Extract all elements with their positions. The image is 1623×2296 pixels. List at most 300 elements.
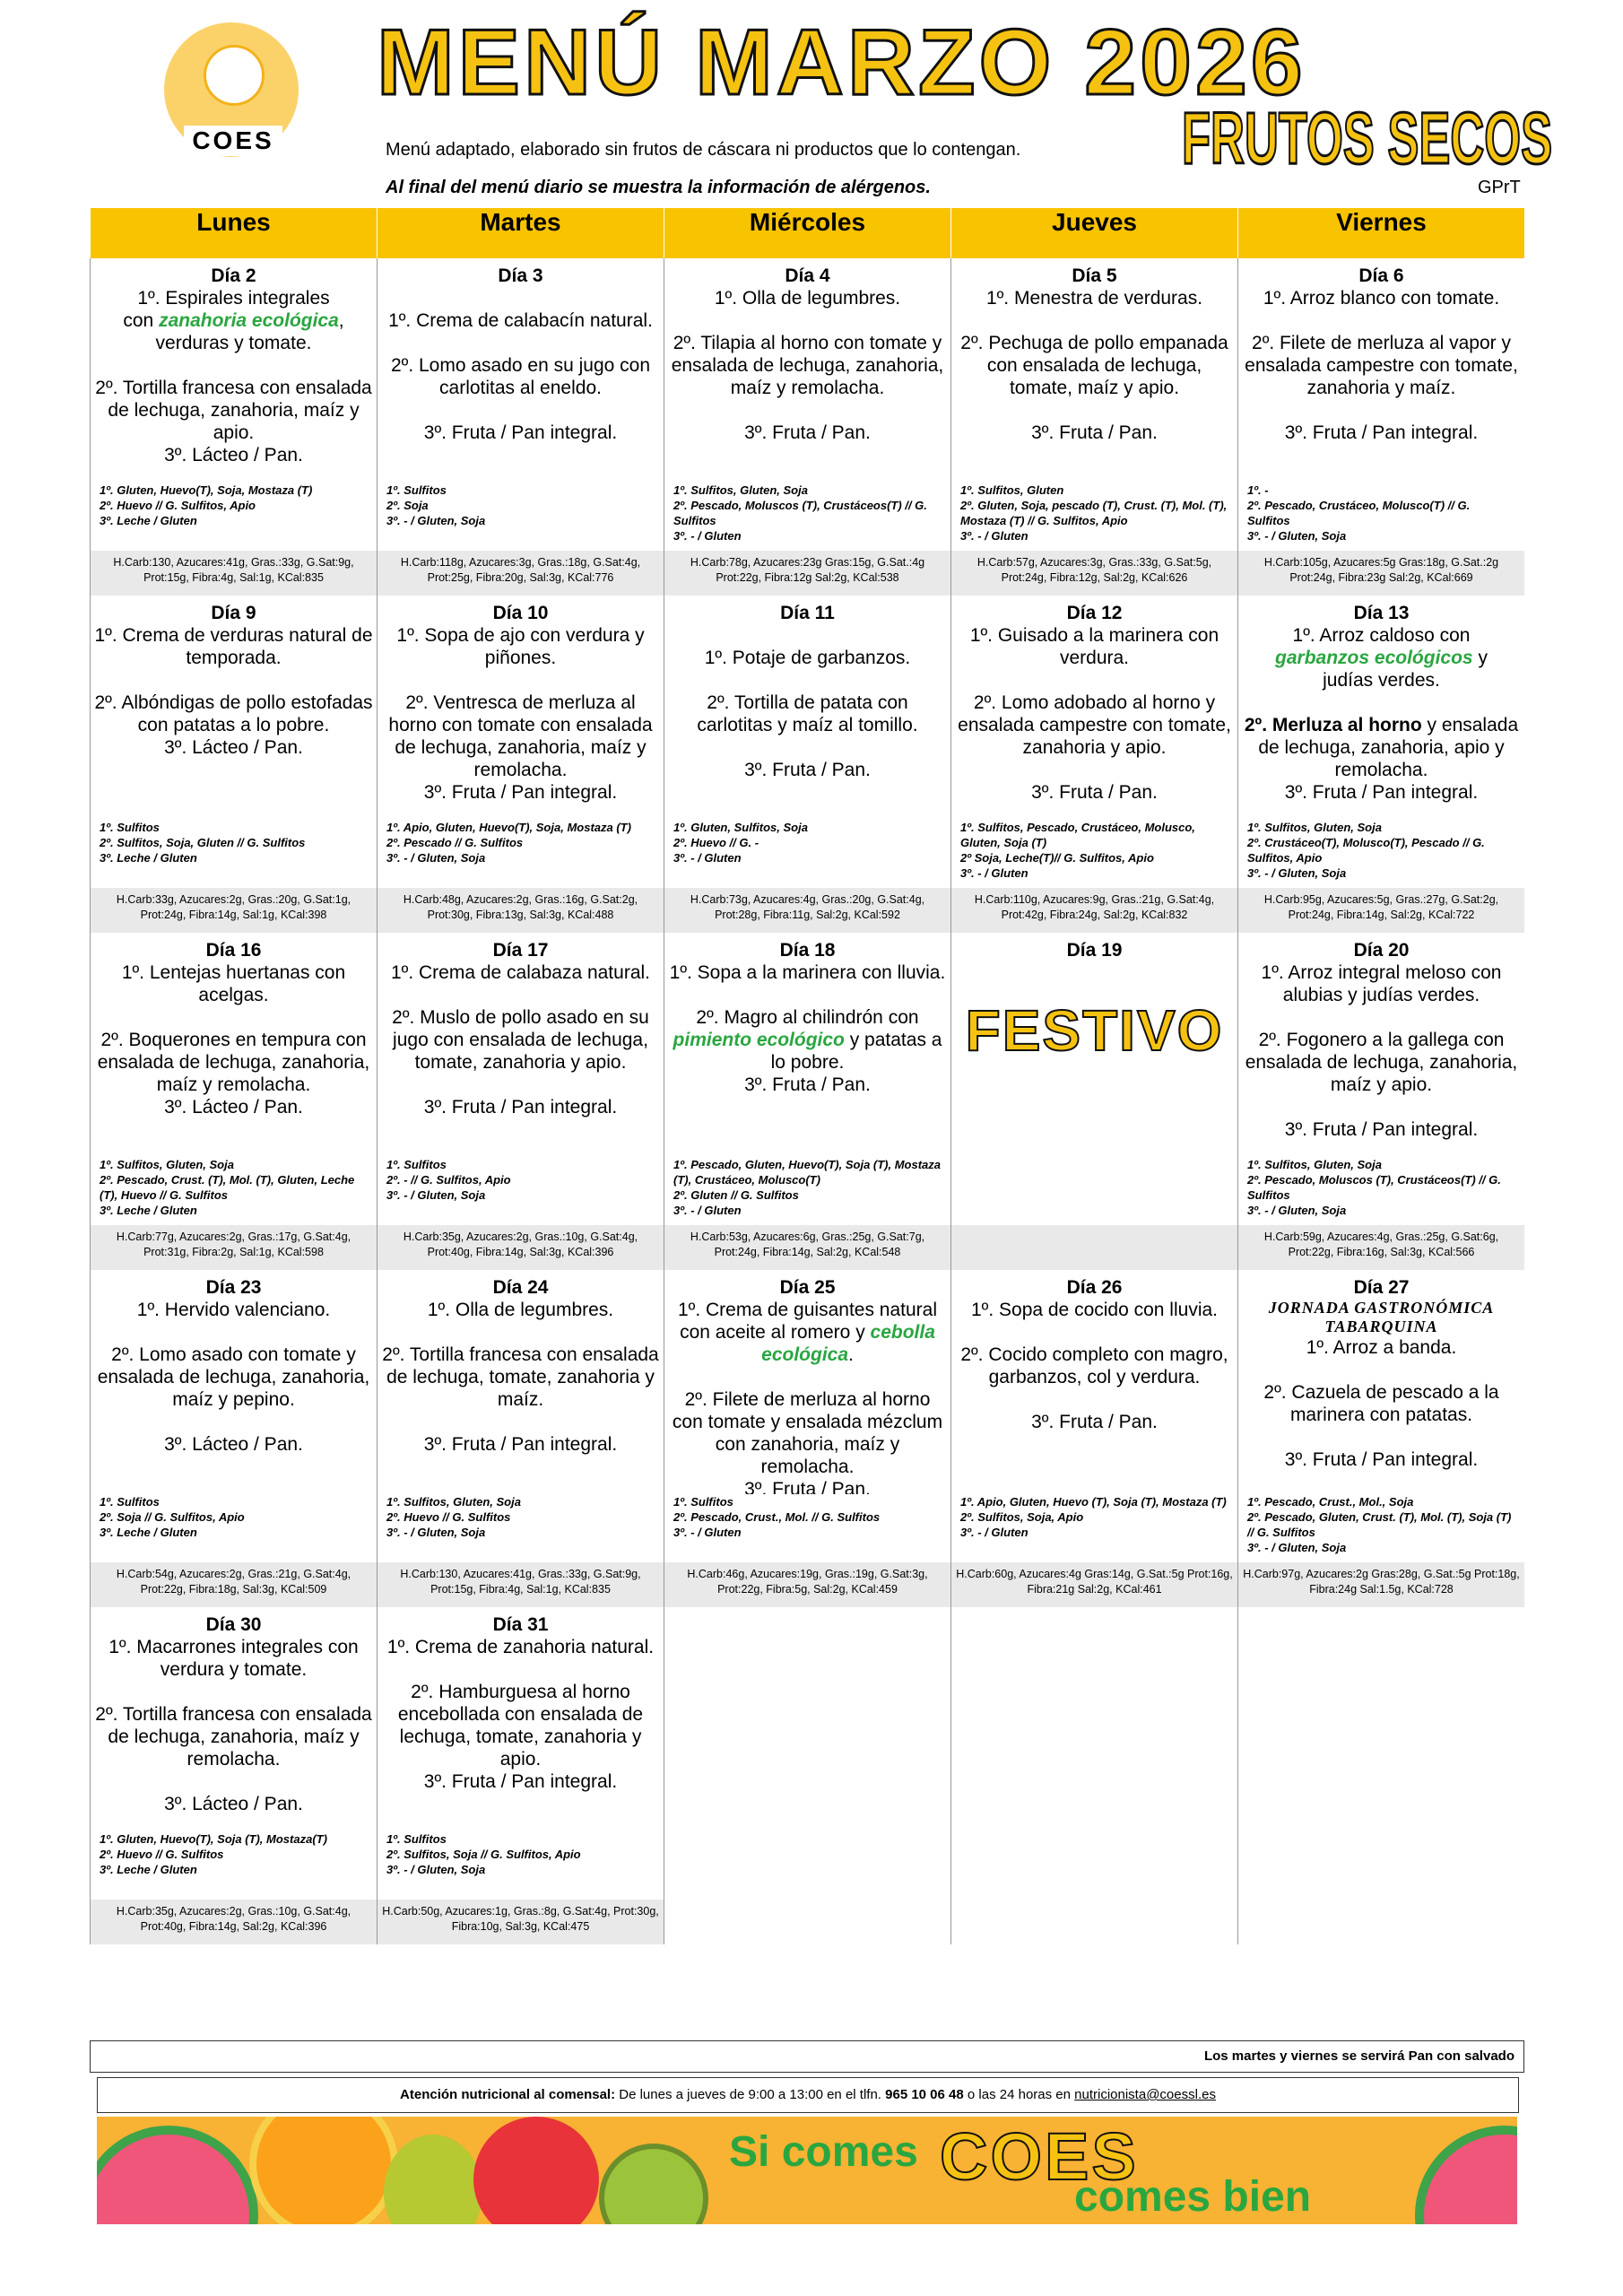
dish-text: 2º. Tortilla francesa con ensalada de lechuga, zanahoria, maíz y apio. [95, 378, 372, 443]
dish-text: 3º. Fruta / Pan. [744, 1074, 871, 1095]
banner-comes-bien: comes bien [1074, 2173, 1312, 2221]
dish-line [94, 736, 373, 759]
dish-text: 3º. Fruta / Pan integral. [423, 1434, 618, 1455]
kiwi-icon [599, 2144, 708, 2224]
spacer [381, 1074, 660, 1096]
dish-text: 2º. Filete de merluza al vapor y ensalada campestre con tomate, zanahoria y maíz. [1245, 333, 1518, 398]
day-cell [1237, 1270, 1524, 1607]
allergen-line: 2º. - // G. Sulfitos, Apio [386, 1173, 511, 1187]
allergen-line: 3º. - / Gluten, Soja [386, 1863, 486, 1876]
dish-line [668, 332, 947, 399]
day-label: Día 25 [779, 1277, 836, 1298]
day-label: Día 16 [205, 940, 262, 961]
allergen-line: 3º. - / Gluten [960, 529, 1028, 543]
dish-text: 1º. Espirales integrales [137, 288, 330, 309]
allergen-line: 3º. - / Gluten, Soja [1247, 529, 1347, 543]
spacer [955, 1321, 1234, 1344]
nutrition-info: H.Carb:48g, Azucares:2g, Gras.:16g, G.Sat:2g, Prot:30g, Fibra:13g, Sal:3g, KCal:488 [378, 888, 664, 933]
allergen-info [1238, 1494, 1524, 1562]
empty-cell [1237, 1607, 1524, 1944]
dish-text: 1º. Arroz caldoso con [1292, 625, 1471, 646]
day-cell [950, 258, 1237, 596]
header-lunes: Lunes [90, 208, 377, 258]
dish-text: 1º. Arroz blanco con tomate. [1263, 288, 1500, 309]
dish-line [1242, 961, 1521, 1006]
nutrition-info: H.Carb:60g, Azucares:4g Gras:14g, G.Sat.:5g Prot:16g, Fibra:21g Sal:2g, KCal:461 [951, 1562, 1237, 1607]
spacer [1242, 1426, 1521, 1448]
day-cell [377, 1270, 664, 1607]
allergen-info [951, 1157, 1237, 1225]
dish-list [1238, 1299, 1524, 1494]
allergen-line: 1º. Sulfitos, Gluten [960, 483, 1064, 497]
dish-line [668, 691, 947, 736]
dish-line [94, 332, 373, 354]
email-link[interactable]: nutricionista@coessl.es [1074, 2087, 1216, 2102]
dish-list [91, 624, 377, 820]
adapted-note: Menú adaptado, elaborado sin frutos de cáscara ni productos que lo contengan. [386, 140, 1021, 160]
spacer [381, 984, 660, 1006]
dish-text: y patatas a lo pobre. [770, 1030, 942, 1073]
dish-line [955, 1299, 1234, 1321]
dish-line [1242, 781, 1521, 804]
day-label: Día 23 [205, 1277, 262, 1298]
allergen-line: 2º. Gluten // G. Sulfitos [673, 1188, 799, 1202]
day-cell [90, 1270, 377, 1607]
allergen-info [378, 1494, 664, 1562]
dish-line [1242, 647, 1521, 669]
dish-text: 3º. Fruta / Pan integral. [1284, 1119, 1479, 1140]
dish-text: y [1472, 648, 1488, 668]
spacer [94, 669, 373, 691]
dish-list [951, 624, 1237, 820]
spacer [955, 1388, 1234, 1411]
day-label: Día 9 [211, 603, 256, 623]
event-label: JORNADA GASTRONÓMICA TABARQUINA [1268, 1299, 1495, 1335]
day-label: Día 4 [785, 265, 830, 286]
allergen-line: 3º. Leche / Gluten [100, 1526, 197, 1539]
dish-list [378, 287, 664, 483]
nutrition-info: H.Carb:33g, Azucares:2g, Gras.:20g, G.Sat:1g, Prot:24g, Fibra:14g, Sal:1g, KCal:398 [91, 888, 377, 933]
spacer [381, 399, 660, 422]
dish-line [1242, 1118, 1521, 1141]
day-label: Día 10 [492, 603, 549, 623]
dish-text: 3º. Fruta / Pan integral. [1284, 782, 1479, 803]
banner-coes: COES [940, 2119, 1139, 2194]
nutrition-info: H.Carb:54g, Azucares:2g, Gras.:21g, G.Sat:4g, Prot:22g, Fibra:18g, Sal:3g, KCal:509 [91, 1562, 377, 1607]
dish-line [381, 961, 660, 984]
dish-text: 2º. Boquerones en tempura con ensalada de lechuga, zanahoria, maíz y remolacha. [97, 1030, 370, 1095]
dish-line [668, 1006, 947, 1074]
menu-code: GPrT [1478, 178, 1521, 197]
eco-ingredient: zanahoria ecológica [159, 310, 339, 331]
dish-text: 2º. Filete de merluza al horno con tomate y ensalada mézclum con zanahoria, maíz y remolacha. [672, 1389, 943, 1477]
spacer [94, 1411, 373, 1433]
spacer [381, 1321, 660, 1344]
spacer [1242, 1096, 1521, 1118]
dish-line [668, 1478, 947, 1494]
allergen-line: 1º. Sulfitos, Gluten, Soja [1247, 1158, 1382, 1171]
nutrition-info: H.Carb:50g, Azucares:1g, Gras.:8g, G.Sat:4g, Prot:30g, Fibra:10g, Sal:3g, KCal:475 [378, 1900, 664, 1944]
dish-line [381, 781, 660, 804]
allergen-line: 1º. Sulfitos [386, 1158, 447, 1171]
dish-list [91, 1299, 377, 1494]
nutrition-info: H.Carb:53g, Azucares:6g, Gras.:25g, G.Sat:7g, Prot:24g, Fibra:14g, Sal:2g, KCal:548 [664, 1225, 950, 1270]
dish-text: 1º. Sopa de ajo con verdura y piñones. [396, 625, 645, 668]
spacer [94, 1770, 373, 1793]
allergen-line: 3º. - / Gluten [960, 866, 1028, 880]
spacer [955, 309, 1234, 332]
allergen-info [1238, 1157, 1524, 1225]
dish-text: 2º. Ventresca de merluza al horno con tomate con ensalada de lechuga, zanahoria, maíz y remolacha. [388, 692, 653, 780]
allergen-line: 1º. - [1247, 483, 1269, 497]
dish-text: 2º. Hamburguesa al horno encebollada con ensalada de lechuga, tomate, zanahoria y apio. [397, 1682, 644, 1770]
spacer [1242, 309, 1521, 332]
dish-line [955, 1344, 1234, 1388]
attention-box [97, 2077, 1519, 2113]
spacer [668, 736, 947, 759]
watermelon-right-icon [1415, 2126, 1517, 2224]
watermelon-icon [97, 2126, 258, 2224]
nutrition-info: H.Carb:97g, Azucares:2g Gras:28g, G.Sat.:5g Prot:18g, Fibra:24g Sal:1.5g, KCal:728 [1238, 1562, 1524, 1607]
dish-line [381, 1636, 660, 1658]
day-cell [90, 596, 377, 933]
dish-text: 2º. Tortilla francesa con ensalada de lechuga, tomate, zanahoria y maíz. [382, 1344, 659, 1410]
day-cell [1237, 596, 1524, 933]
dish-line [668, 1074, 947, 1096]
dish-line [955, 691, 1234, 759]
dish-text: 3º. Fruta / Pan integral. [423, 782, 618, 803]
spacer [381, 669, 660, 691]
allergen-info [951, 483, 1237, 551]
day-cell [377, 933, 664, 1270]
dish-text: 3º. Fruta / Pan. [744, 1479, 871, 1494]
eco-ingredient: garbanzos ecológicos [1275, 648, 1473, 668]
allergen-line: 1º. Apio, Gluten, Huevo(T), Soja, Mostaza (T) [386, 821, 631, 834]
day-cell [90, 933, 377, 1270]
dish-text: 1º. Olla de legumbres. [714, 288, 901, 309]
spacer [1242, 399, 1521, 422]
dish-text: con [123, 310, 160, 331]
allergen-line: 2º. Pescado, Crustáceo, Molusco(T) // G. Sulfitos [1247, 499, 1471, 527]
allergen-line: 3º. - / Gluten [960, 1526, 1028, 1539]
allergen-info [378, 483, 664, 551]
dish-line [94, 1299, 373, 1321]
eco-ingredient: cebolla ecológica [761, 1322, 935, 1365]
dish-text: 3º. Lácteo / Pan. [164, 1434, 303, 1455]
dish-text: 1º. Sopa a la marinera con lluvia. [669, 962, 946, 983]
allergen-line: 3º. Leche / Gluten [100, 514, 197, 527]
allergen-line: 2º. Sulfitos, Soja, Apio [960, 1510, 1084, 1524]
dish-line [94, 1636, 373, 1681]
allergen-line: 2º. Gluten, Soja, pescado (T), Crust. (T), Mol. (T), Mostaza (T) // G. Sulfitos, Apio [960, 499, 1228, 527]
dish-text: 3º. Fruta / Pan integral. [423, 1771, 618, 1792]
dish-text: 3º. Lácteo / Pan. [164, 737, 303, 758]
holiday-label: FESTIVO [965, 998, 1224, 1063]
dish-list [91, 961, 377, 1157]
dish-line [94, 1703, 373, 1770]
page-title: MENÚ MARZO 2026 [377, 11, 1306, 115]
allergen-info [378, 1157, 664, 1225]
dish-list [91, 1636, 377, 1831]
dish-text: 3º. Fruta / Pan. [1031, 782, 1158, 803]
dish-text: 1º. Arroz a banda. [1306, 1337, 1457, 1358]
banner-si-comes: Si comes [729, 2128, 918, 2176]
dish-text: 1º. Olla de legumbres. [427, 1300, 614, 1320]
dish-list [664, 1299, 950, 1494]
nutrition-info [951, 1225, 1237, 1270]
nutrition-info: H.Carb:77g, Azucares:2g, Gras.:17g, G.Sat:4g, Prot:31g, Fibra:2g, Sal:1g, KCal:598 [91, 1225, 377, 1270]
dish-line [381, 1433, 660, 1456]
dish-line [381, 1344, 660, 1411]
allergen-info [1238, 483, 1524, 551]
allergen-line: 1º. Sulfitos, Gluten, Soja [386, 1495, 521, 1509]
dish-text: 2º. Muslo de pollo asado en su jugo con ensalada de lechuga, tomate, zanahoria y apio. [392, 1007, 649, 1073]
allergen-line: 1º. Pescado, Gluten, Huevo(T), Soja (T), Mostaza (T), Crustáceo, Molusco(T) [673, 1158, 942, 1187]
dish-line [668, 1299, 947, 1366]
allergen-line: 2º. Sulfitos, Soja, Gluten // G. Sulfitos [100, 836, 306, 849]
dish-list [951, 961, 1237, 1157]
allergen-line: 3º. - / Gluten [673, 851, 742, 865]
day-label: Día 12 [1066, 603, 1123, 623]
allergen-line: 3º. Leche / Gluten [100, 1204, 197, 1217]
dish-line [668, 647, 947, 669]
day-cell [377, 258, 664, 596]
day-cell [90, 258, 377, 596]
allergen-line: 3º. - / Gluten [673, 1526, 742, 1539]
spacer [955, 759, 1234, 781]
allergen-line: 1º. Sulfitos [386, 483, 447, 497]
day-label: Día 26 [1066, 1277, 1123, 1298]
dish-line [1242, 332, 1521, 399]
dish-line [94, 1433, 373, 1456]
nutrition-info: H.Carb:105g, Azucares:5g Gras:18g, G.Sat.:2g Prot:24g, Fibra:23g Sal:2g, KCal:669 [1238, 551, 1524, 596]
allergen-line: 2º. Soja [386, 499, 429, 512]
spacer [94, 1006, 373, 1029]
allergen-info [378, 820, 664, 888]
day-cell [664, 933, 950, 1270]
allergen-line: 3º. - / Gluten, Soja [386, 851, 486, 865]
dish-text: 1º. Menestra de verduras. [985, 288, 1203, 309]
dish-text: 1º. Potaje de garbanzos. [704, 648, 911, 668]
empty-cell [664, 1607, 950, 1944]
allergen-line: 1º. Gluten, Huevo(T), Soja (T), Mostaza(T) [100, 1832, 327, 1846]
day-cell [664, 258, 950, 596]
spacer [381, 1411, 660, 1433]
day-label: Día 24 [492, 1277, 549, 1298]
dish-text: 3º. Fruta / Pan integral. [423, 422, 618, 443]
allergen-info [91, 483, 377, 551]
allergen-line: 2º. Pescado, Moluscos (T), Crustáceos(T) // G. Sulfitos [1247, 1173, 1501, 1202]
phone-number: 965 10 06 48 [885, 2087, 964, 2102]
apple-icon [473, 2117, 599, 2224]
dish-line [381, 624, 660, 669]
dish-text: 1º. Hervido valenciano. [136, 1300, 331, 1320]
allergen-info [378, 1831, 664, 1900]
dish-text: judías verdes. [1323, 670, 1440, 691]
dish-line [94, 377, 373, 444]
attention-text-2: o las 24 horas en [963, 2087, 1075, 2102]
dish-list [378, 961, 664, 1157]
nutrition-info: H.Carb:130, Azucares:41g, Gras.:33g, G.Sat:9g, Prot:15g, Fibra:4g, Sal:1g, KCal:835 [91, 551, 377, 596]
dish-list [378, 624, 664, 820]
dish-list [91, 287, 377, 483]
dish-text: 3º. Fruta / Pan integral. [1284, 422, 1479, 443]
dish-text: 1º. Macarrones integrales con verdura y tomate. [108, 1637, 359, 1680]
spacer [668, 624, 947, 647]
spacer [381, 1658, 660, 1681]
menu-grid [90, 208, 1524, 1944]
dish-list [664, 287, 950, 483]
dish-text: 3º. Lácteo / Pan. [164, 1097, 303, 1118]
allergen-line: 1º. Sulfitos, Gluten, Soja [673, 483, 808, 497]
dish-line [94, 309, 373, 332]
allergen-line: 1º. Pescado, Crust., Mol., Soja [1247, 1495, 1414, 1509]
dish-line [1242, 669, 1521, 691]
dish-list [664, 624, 950, 820]
allergen-line: 1º. Gluten, Huevo(T), Soja, Mostaza (T) [100, 483, 313, 497]
dish-text: 1º. Crema de calabacín natural. [388, 310, 653, 331]
spacer [1242, 691, 1521, 714]
allergen-line: 2º. Huevo // G. Sulfitos [100, 1848, 224, 1861]
attention-label: Atención nutricional al comensal: [400, 2087, 616, 2102]
dish-list [951, 1299, 1237, 1494]
dish-text: 2º. Lomo asado con tomate y ensalada de lechuga, zanahoria, maíz y pepino. [97, 1344, 370, 1410]
dish-text: 2º. Fogonero a la gallega con ensalada de lechuga, zanahoria, maíz y apio. [1245, 1030, 1518, 1095]
allergen-line: 1º. Sulfitos [673, 1495, 733, 1509]
dish-line [381, 1006, 660, 1074]
spacer [668, 1366, 947, 1388]
nutrition-info: H.Carb:73g, Azucares:4g, Gras.:20g, G.Sat:4g, Prot:28g, Fibra:11g, Sal:2g, KCal:592 [664, 888, 950, 933]
pear-icon [384, 2135, 482, 2224]
dish-list [1238, 287, 1524, 483]
nutrition-info: H.Carb:95g, Azucares:5g, Gras.:27g, G.Sat:2g, Prot:24g, Fibra:14g, Sal:2g, KCal:722 [1238, 888, 1524, 933]
day-label: Día 6 [1358, 265, 1404, 286]
allergen-line: 2º. Huevo // G. - [673, 836, 759, 849]
allergen-line: 2º. Pescado // G. Sulfitos [386, 836, 524, 849]
spacer [668, 984, 947, 1006]
highlight-dish: 2º. Merluza al horno [1244, 715, 1422, 735]
chef-icon [204, 45, 265, 106]
dish-text: 3º. Fruta / Pan. [1031, 422, 1158, 443]
allergen-line: 1º. Sulfitos [386, 1832, 447, 1846]
day-label: Día 31 [492, 1614, 549, 1635]
header-miercoles: Miércoles [664, 208, 950, 258]
day-cell [950, 596, 1237, 933]
allergen-info [664, 483, 950, 551]
dish-text: 2º. Cazuela de pescado a la marinera con patatas. [1263, 1382, 1499, 1425]
dish-text: , [338, 310, 344, 331]
allergen-line: 1º. Sulfitos [100, 821, 160, 834]
allergen-line: 1º. Sulfitos, Pescado, Crustáceo, Molusco, Gluten, Soja (T) [960, 821, 1195, 849]
allergen-line: 3º. Leche / Gluten [100, 1863, 197, 1876]
dish-line [668, 1388, 947, 1478]
dish-line [381, 1299, 660, 1321]
allergen-line: 2º. Pescado, Crust. (T), Mol. (T), Gluten, Leche (T), Huevo // G. Sulfitos [100, 1173, 355, 1202]
day-cell [1237, 258, 1524, 596]
dish-line [1242, 1029, 1521, 1096]
dish-line [668, 287, 947, 309]
spacer [955, 399, 1234, 422]
dish-list [1238, 624, 1524, 820]
dish-line [94, 1344, 373, 1411]
allergen-line: 2º. Crustáceo(T), Molusco(T), Pescado // G. Sulfitos, Apio [1247, 836, 1485, 865]
allergen-line: 1º. Gluten, Sulfitos, Soja [673, 821, 808, 834]
dish-line [668, 759, 947, 781]
allergen-line: 1º. Apio, Gluten, Huevo (T), Soja (T), Mostaza (T) [960, 1495, 1227, 1509]
dish-text: 3º. Fruta / Pan. [744, 760, 871, 780]
day-label: Día 11 [780, 603, 835, 623]
dish-line [381, 691, 660, 781]
day-label: Día 30 [205, 1614, 262, 1635]
dish-list [951, 287, 1237, 483]
day-cell [377, 596, 664, 933]
dish-text: verduras y tomate. [155, 333, 312, 353]
header-martes: Martes [377, 208, 664, 258]
allergen-line: 3º. - / Gluten, Soja [1247, 1541, 1347, 1554]
day-cell [950, 933, 1237, 1270]
day-cell [377, 1607, 664, 1944]
allergen-line: 2º. Soja // G. Sulfitos, Apio [100, 1510, 245, 1524]
allergen-line: 3º. - / Gluten, Soja [386, 1188, 486, 1202]
dish-line [94, 287, 373, 309]
day-cell [90, 1607, 377, 1944]
allergen-line: 3º. - / Gluten, Soja [386, 1526, 486, 1539]
dish-line [955, 1411, 1234, 1433]
allergen-line: 3º. - / Gluten [673, 1204, 742, 1217]
day-label: Día 3 [498, 265, 543, 286]
dish-line [1242, 1448, 1521, 1471]
day-cell [950, 1270, 1237, 1607]
dish-line [955, 332, 1234, 399]
allergen-line: 2º. Huevo // G. Sulfitos [386, 1510, 511, 1524]
allergen-info [664, 820, 950, 888]
spacer [94, 1681, 373, 1703]
dish-text: 3º. Fruta / Pan. [744, 422, 871, 443]
day-label: Día 19 [1066, 940, 1123, 961]
promo-banner [97, 2117, 1517, 2224]
allergen-line: 1º. Sulfitos [100, 1495, 160, 1509]
dish-text: 2º. Pechuga de pollo empanada con ensalada de lechuga, tomate, maíz y apio. [960, 333, 1228, 398]
spacer [1242, 1359, 1521, 1381]
pan-note-box [90, 2040, 1524, 2073]
allergen-line: 3º. Leche / Gluten [100, 851, 197, 865]
dish-text: 3º. Fruta / Pan integral. [1284, 1449, 1479, 1470]
dish-line [94, 624, 373, 669]
spacer [381, 332, 660, 354]
dish-list [378, 1299, 664, 1494]
dish-line [94, 1096, 373, 1118]
spacer [955, 669, 1234, 691]
dish-text: 3º. Fruta / Pan integral. [423, 1097, 618, 1118]
dish-text: 1º. Guisado a la marinera con verdura. [969, 625, 1219, 668]
dish-line [955, 287, 1234, 309]
allergen-line: 3º. - / Gluten, Soja [1247, 1204, 1347, 1217]
day-label: Día 20 [1353, 940, 1410, 961]
dish-line [381, 1096, 660, 1118]
dish-text: 2º. Tortilla de patata con carlotitas y maíz al tomillo. [697, 692, 918, 735]
day-label: Día 18 [779, 940, 836, 961]
dish-text: 2º. Tilapia al horno con tomate y ensalada de lechuga, zanahoria, maíz y remolacha. [671, 333, 944, 398]
day-label: Día 27 [1353, 1277, 1410, 1298]
dish-text: 2º. Cocido completo con magro, garbanzos, col y verdura. [960, 1344, 1228, 1387]
attention-text: De lunes a jueves de 9:00 a 13:00 en el tlfn. [615, 2087, 886, 2102]
dish-line [955, 781, 1234, 804]
dish-text: 1º. Crema de verduras natural de temporada. [94, 625, 373, 668]
dish-line [955, 422, 1234, 444]
dish-text: 1º. Crema de calabaza natural. [391, 962, 650, 983]
nutrition-info: H.Carb:59g, Azucares:4g, Gras.:25g, G.Sat:6g, Prot:22g, Fibra:16g, Sal:3g, KCal:566 [1238, 1225, 1524, 1270]
dish-text: 1º. Crema de guisantes natural con aceite al romero y [678, 1300, 937, 1343]
